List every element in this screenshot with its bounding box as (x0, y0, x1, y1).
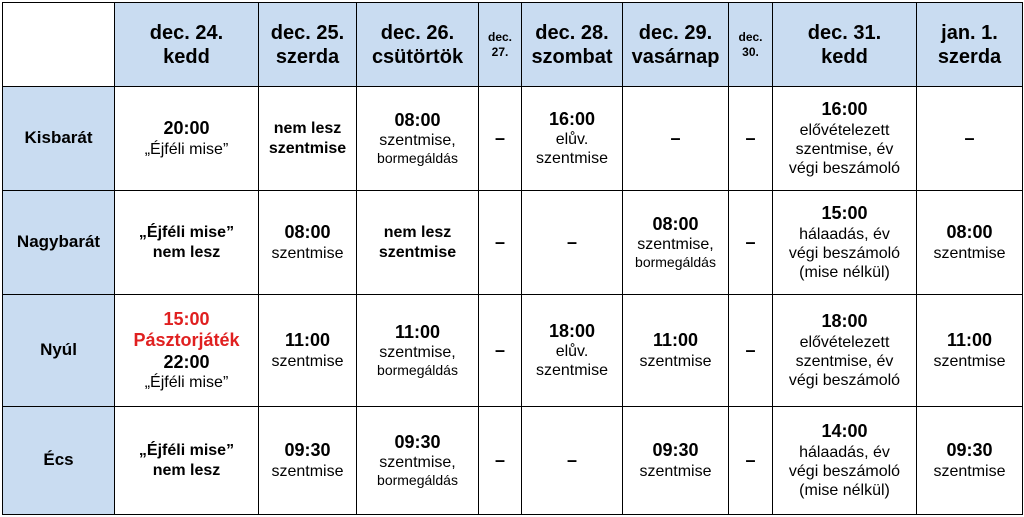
cell-text: szentmise (535, 362, 609, 380)
schedule-cell (729, 407, 773, 515)
schedule-cell (259, 191, 357, 295)
mass-time: 11:00 (946, 330, 993, 351)
mass-time: 22:00 (163, 351, 210, 372)
schedule-cell (259, 295, 357, 407)
cell-text: szentmise (271, 462, 344, 480)
schedule-cell (479, 407, 522, 515)
cell-text: hálaadás, év (799, 225, 890, 243)
header-day: csütörtök (371, 45, 464, 68)
cell-text: elővételezett (799, 333, 890, 351)
cell-note: bormegáldás (635, 254, 716, 271)
mass-time: 08:00 (284, 222, 331, 243)
mass-time: 09:30 (946, 440, 993, 461)
cell-text: szentmise (933, 352, 1006, 370)
cell-text: szentmise (535, 150, 609, 168)
schedule-cell (115, 87, 259, 191)
header-date: dec. 24. (149, 21, 224, 44)
schedule-cell (479, 295, 522, 407)
header-date: jan. 1. (941, 21, 998, 44)
header-date: dec. 31. (807, 21, 882, 44)
place-name: Nyúl (3, 295, 115, 407)
no-event-dash: – (745, 231, 756, 252)
column-header (917, 3, 1023, 87)
header-day: kedd (821, 45, 868, 68)
schedule-cell (729, 295, 773, 407)
schedule-cell (623, 295, 729, 407)
mass-time: 11:00 (652, 330, 699, 351)
header-day: 30. (742, 44, 759, 59)
notice-text: szentmise (378, 243, 457, 261)
mass-time: 09:30 (394, 431, 441, 452)
mass-time: 20:00 (163, 118, 210, 139)
cell-text: végi beszámoló (788, 159, 901, 177)
header-day: kedd (163, 45, 210, 68)
no-event-dash: – (494, 339, 505, 360)
header-date: dec. (738, 30, 763, 45)
cell-note: bormegáldás (377, 472, 458, 489)
column-header (773, 3, 917, 87)
header-date: dec. 25. (270, 21, 345, 44)
header-date: dec. 26. (380, 21, 455, 44)
mass-time: 09:30 (284, 440, 331, 461)
table-row (3, 87, 1023, 191)
header-date: dec. (487, 30, 512, 45)
header-date: dec. 28. (535, 21, 609, 44)
table-row (3, 407, 1023, 515)
no-event-dash: – (964, 127, 975, 148)
schedule-cell (259, 407, 357, 515)
notice-text: szentmise (268, 139, 347, 157)
column-header (357, 3, 479, 87)
cell-text: szentmise (639, 462, 712, 480)
no-event-dash: – (566, 231, 577, 252)
schedule-cell (115, 407, 259, 515)
schedule-cell (115, 191, 259, 295)
cell-text: (mise nélkül) (799, 263, 890, 281)
schedule-cell (917, 407, 1023, 515)
header-day: 27. (491, 44, 509, 59)
cell-text: szentmise, (379, 132, 456, 150)
event-highlight: 15:00 (163, 308, 210, 329)
header-day: szerda (275, 45, 340, 68)
cell-text: szentmise, év (795, 140, 894, 158)
notice-text: „Éjféli mise” (138, 442, 235, 460)
cell-text: végi beszámoló (788, 462, 901, 480)
schedule-cell (522, 407, 623, 515)
notice-text: „Éjféli mise” (138, 224, 235, 242)
header-day: vasárnap (631, 45, 720, 68)
cell-text: szentmise (933, 462, 1006, 480)
schedule-cell (623, 191, 729, 295)
schedule-cell (522, 87, 623, 191)
column-header (729, 3, 773, 87)
schedule-cell (522, 191, 623, 295)
event-highlight: Pásztorjáték (133, 330, 240, 351)
mass-time: 08:00 (652, 213, 699, 234)
schedule-cell (773, 295, 917, 407)
schedule-cell (115, 295, 259, 407)
schedule-cell (259, 87, 357, 191)
place-name: Nagybarát (3, 191, 115, 295)
notice-text: nem lesz (152, 243, 221, 261)
notice-text: nem lesz (273, 120, 342, 138)
mass-time: 09:30 (652, 440, 699, 461)
mass-time: 11:00 (394, 321, 441, 342)
schedule-cell (917, 295, 1023, 407)
place-name: Kisbarát (3, 87, 115, 191)
schedule-cell (479, 191, 522, 295)
place-name: Écs (3, 407, 115, 515)
no-event-dash: – (745, 127, 756, 148)
schedule-cell (623, 407, 729, 515)
column-header (623, 3, 729, 87)
cell-text: végi beszámoló (788, 371, 901, 389)
cell-text: szentmise (639, 352, 712, 370)
cell-text: elővételezett (799, 121, 890, 139)
mass-time: 18:00 (821, 310, 868, 331)
cell-text: „Éjféli mise” (144, 374, 229, 392)
no-event-dash: – (494, 231, 505, 252)
cell-text: szentmise, (379, 344, 456, 362)
cell-text: szentmise, (379, 454, 456, 472)
no-event-dash: – (566, 449, 577, 470)
no-event-dash: – (745, 449, 756, 470)
mass-time: 15:00 (821, 202, 868, 223)
notice-text: nem lesz (383, 224, 452, 242)
column-header (522, 3, 623, 87)
table-row (3, 191, 1023, 295)
mass-time: 08:00 (946, 222, 993, 243)
no-event-dash: – (494, 127, 505, 148)
header-day: szerda (937, 45, 1002, 68)
schedule-cell (729, 191, 773, 295)
table-row (3, 295, 1023, 407)
schedule-cell (623, 87, 729, 191)
cell-text: szentmise, (637, 236, 714, 254)
cell-note: bormegáldás (377, 362, 458, 379)
cell-text: szentmise, év (795, 352, 894, 370)
notice-text: nem lesz (152, 461, 221, 479)
cell-text: hálaadás, év (799, 443, 890, 461)
schedule-cell (773, 407, 917, 515)
column-header (479, 3, 522, 87)
header-day: szombat (531, 45, 613, 68)
schedule-cell (357, 407, 479, 515)
schedule-cell (357, 295, 479, 407)
schedule-cell (357, 87, 479, 191)
mass-time: 18:00 (548, 320, 596, 341)
schedule-cell (773, 87, 917, 191)
column-header (115, 3, 259, 87)
cell-text: szentmise (271, 352, 344, 370)
schedule-cell (773, 191, 917, 295)
column-header (259, 3, 357, 87)
no-event-dash: – (745, 339, 756, 360)
corner-cell (3, 3, 115, 87)
cell-text: elův. (555, 343, 589, 361)
no-event-dash: – (494, 449, 505, 470)
mass-time: 16:00 (548, 108, 596, 129)
cell-text: végi beszámoló (788, 244, 901, 262)
no-event-dash: – (670, 127, 681, 148)
schedule-cell (522, 295, 623, 407)
schedule-cell (917, 191, 1023, 295)
mass-time: 14:00 (821, 420, 868, 441)
cell-text: szentmise (933, 244, 1006, 262)
cell-text: „Éjféli mise” (144, 140, 229, 158)
header-row (3, 3, 1023, 87)
cell-note: bormegáldás (377, 150, 458, 167)
schedule-cell (479, 87, 522, 191)
mass-time: 16:00 (821, 98, 868, 119)
cell-text: (mise nélkül) (799, 481, 890, 499)
mass-time: 08:00 (394, 109, 441, 130)
schedule-cell (357, 191, 479, 295)
cell-text: szentmise (271, 244, 344, 262)
schedule-cell (729, 87, 773, 191)
schedule-cell (917, 87, 1023, 191)
schedule-table (2, 2, 1023, 515)
header-date: dec. 29. (638, 21, 713, 44)
mass-time: 11:00 (284, 330, 331, 351)
cell-text: elův. (555, 131, 589, 149)
